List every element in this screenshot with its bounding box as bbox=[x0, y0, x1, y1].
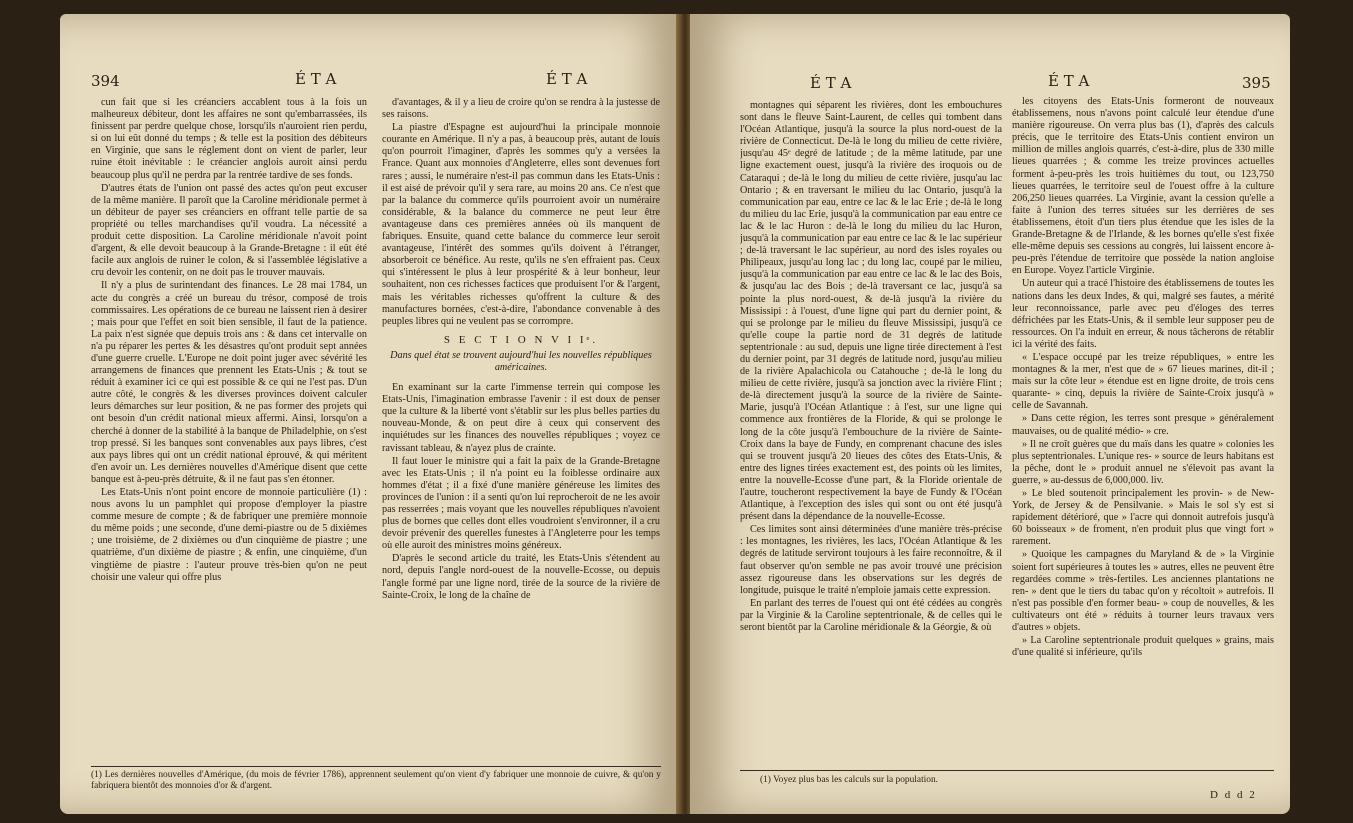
right-running-head-2: É T A bbox=[1048, 72, 1090, 90]
paragraph: « L'espace occupé par les treize républiques, » entre les montagnes & la mer, n'est que de » 67 lieues marines, dit-il ; mais sur la côte leur » étendue est en ligne droite, de trois cens quarante- » cinq, depuis la rivière de Sainte-Croix jusqu'à » celle de Savannah. bbox=[1012, 351, 1274, 412]
left-column-2 bbox=[382, 97, 660, 762]
paragraph: D'autres états de l'union ont passé des actes qu'on peut excuser de la même manière. Il paroît que la Caroline méridionale permet à un débiteur de payer ses créanciers en offrant telle partie de sa propriété ou telles marchandises qu'il voudra. La nécessité a produit cette disposition. La Caroline méridionale n'avoit point d'argent, & elle devoit beaucoup à la Grande-Bretagne : il eût été facile aux anglois de ruiner le colon, & si l'assemblée législative a cru devoir les contenir, on ne doit pas le trouver mauvais. bbox=[91, 182, 367, 279]
paragraph: » Le bled soutenoit principalement les provin- » de New-York, de Jersey & de Pensilvanie. » Mais le sol s'y est si rapidement détérioré, que » l'acre qui donnoit autrefois jusqu'à 60 boisseaux » de froment, n'en produit plus que vingt fort » rarement. bbox=[1012, 488, 1274, 548]
paragraph: D'après le second article du traité, les Etats-Unis s'étendent au nord, depuis l'angle nord-ouest de la nouvelle-Ecosse, ou depuis l'angle formé par une ligne nord, tirée de la source de la rivière de Sainte-Croix, le long de la chaîne de bbox=[382, 553, 660, 601]
right-column-1 bbox=[740, 100, 1002, 765]
right-page bbox=[690, 14, 1290, 814]
paragraph: » La Caroline septentrionale produit quelques » grains, mais d'une qualité si inférieure, qu'ils bbox=[1012, 635, 1274, 659]
section-subtitle: Dans quel état se trouvent aujourd'hui les nouvelles républiques américaines. bbox=[390, 349, 652, 373]
paragraph: Un auteur qui a tracé l'histoire des établissemens de toutes les nations dans les deux Indes, & qui, malgré ses fautes, a mérité leur reconnoissance, parle avec peu d'éloges des terres défrichées par les Etats-Unis, & il semble leur supposer peu de ressources. On l'a induit en erreur, & nous tâcherons de rétablir ici la vérité des faits. bbox=[1012, 278, 1274, 350]
right-page-number: 395 bbox=[1242, 74, 1271, 92]
left-running-head-1: É T A bbox=[295, 70, 337, 88]
paragraph: » Quoique les campagnes du Maryland & de » la Virginie soient fort supérieures à toutes les » autres, elles ne peuvent être regardées comme » très-fertiles. Les anciennes plantations ne ren- » dent que le tiers du tabac qu'on y récoltoit » autrefois. Il n'est pas possible d'en former beau- » coup de nouvelles, & les cultivateurs ont été » réduits à tourner leurs travaux vers d'autres » objets. bbox=[1012, 549, 1274, 634]
left-footnote: (1) Les dernières nouvelles d'Amérique, (du mois de février 1786), apprennent seulement qu'on vient d'y fabriquer une monnoie de cuivre, & qu'on y fabriquera bientôt des monnoies d'or & d'argent. bbox=[91, 770, 661, 791]
paragraph: Ces limites sont ainsi déterminées d'une manière très-précise : les montagnes, les rivières, les lacs, l'Océan Atlantique & les degrés de latitude serviront toujours à les faire reconnoître, & il faut observer qu'on semble ne pas avoir trouvé une précision assez rigoureuse dans les observations sur les degrés de longitude, puisque le traité n'emploie jamais cette expression. bbox=[740, 524, 1002, 596]
paragraph: En examinant sur la carte l'immense terrein qui compose les Etats-Unis, l'imagination embrasse l'avenir : il est doux de penser que la culture & la liberté vont s'établir sur les plus belles parties du nouveau-Monde, & on peut dire à ceux qui conservent des inquiétudes sur les finances des nouvelles républiques ; voyez ce ravissant tableau, & n'ayez plus de crainte. bbox=[382, 382, 660, 454]
paragraph: d'avantages, & il y a lieu de croire qu'on se rendra à la justesse de ses raisons. bbox=[382, 97, 660, 121]
paragraph: Les Etats-Unis n'ont point encore de monnoie particulière (1) : nous avons lu un pamphlet qui propose d'employer la piastre comme mesure de compte ; & de fabriquer une première monnoie du même poids ; une seconde, d'une demi-piastre ou de 5 dixièmes ; une troisième, de 2 dixièmes ou d'un cinquième de piastre ; une quatrième, d'un dixième de piastre ; & enfin, une cinquième, d'un vingtième de piastre : l'auteur prouve très-bien qu'on ne peut choisir une valeur qui offre plus bbox=[91, 487, 367, 583]
paragraph: les citoyens des Etats-Unis formeront de nouveaux établissemens, nous n'avons point calculé leur étendue d'une manière rigoureuse. On verra plus bas (1), d'après des calculs précis, que le territoire des Etats-Unis contient environ un million de milles anglois quarrés, c'est-à-dire, plus de 330 mille lieues quarrées ; & comme les treize provinces actuelles forment à-peu-près les trois huitièmes du tout, ou 123,750 lieues quarrées, le territoire seul de l'ouest offre à la culture 206,250 lieues quarrées. La Virginie, avant la cession qu'elle a faite à l'union des terres situées sur les derrières de ses établissemens, étoit d'un tiers plus étendue que les isles de la Grande-Bretagne & de l'Irlande, & les bornes qu'elle s'est fixée elle-même depuis ses cessions au congrès, lui laissent encore à-peu-près l'étendue de territoire que possède la nation angloise en Europe. Voyez l'article Virginie. bbox=[1012, 96, 1274, 277]
section-title: S E C T I O N V I Iᵉ. bbox=[443, 333, 599, 346]
left-column-1 bbox=[91, 97, 367, 762]
paragraph: Il faut louer le ministre qui a fait la paix de la Grande-Bretagne avec les Etats-Unis ; il n'a point eu la foiblesse ordinaire aux hommes d'état ; il a fixé d'une manière généreuse les limites des provinces de l'union : il a senti qu'on lui reprocheroit de ne les avoir pas resserrées ; mais voyant que les nouvelles républiques n'avoient plus de bornes que celles dont elles voudroient s'environner, il a cru devoir prévenir des querelles funestes à l'Angleterre pour les temps où elle auroit des ministres moins généreux. bbox=[382, 455, 660, 552]
paragraph: La piastre d'Espagne est aujourd'hui la principale monnoie courante en Amérique. Il n'y a pas, à beaucoup près, autant de louis qu'on pourroit l'imaginer, d'après les sommes qu'y a versées la France. Quant aux monnoies d'Angleterre, elles sont devenues fort rares ; aussi, le numéraire n'est-il pas commun dans les Etats-Unis : il est aisé de prévoir qu'il y sera rare, au moins 20 ans. Ce n'est que par la balance du commerce qu'ils pourroient avoir un numéraire considérable, & la balance du commerce ne peut leur être avantageuse dans ces premières années où ils manquent de fabriques. Ensuite, quand cette balance du commerce leur seroit avantageuse, l'intérêt des sommes qu'ils doivent à l'étranger, absorberoit ce bénéfice. Au reste, qu'ils ne s'en effraient pas. Ceux qui s'intéressent le plus à leur prospérité & à leur bonheur, leur souhaitent, non ces richesses factices que produisent l'or & l'argent, mais les véritables richesses qu'offrent la culture & des manufactures bornées, c'est-à-dire, l'abondance convenable à des peuples libres qui ne veulent pas se corrompre. bbox=[382, 122, 660, 327]
paragraph: Il n'y a plus de surintendant des finances. Le 28 mai 1784, un acte du congrès a créé un bureau du trésor, composé de trois commissaires. Les opérations de ce bureau ne laissent rien à desirer ; mais pour que l'effet en soit bien sensible, il faut de la patience. La paix n'est signée que depuis trois ans : & dans cet intervalle on n'a pu réparer les pertes & les désastres qu'ont produit sept années d'une guerre cruelle. L'Europe ne doit point juger avec sévérité les arrangemens de finances que prennent les Etats-Unis ; & tout se réduit à examiner ici ce qui est possible & ce qui ne l'est pas. D'un autre côté, le congrès & les diverses provinces doivent calculer leurs démarches sur leur position, & ne pas former des projets qui ont besoin d'un crédit national mieux affermi. Ainsi, lorsqu'on a cherché à donner de la stabilité à la banque de Philadelphie, on s'est trop pressé. Si les banques sont convenables aux pays libres, c'est aux pays libres qui ont un crédit national éprouvé, & qui méritent d'en avoir un. Les dernières nouvelles d'Amérique disent que cette banque est à-peu-près détruite, & il ne faut pas s'en étonner. bbox=[91, 280, 367, 485]
paragraph: montagnes qui séparent les rivières, dont les embouchures sont dans le fleuve Saint-Laurent, de celles qui tombent dans l'Océan Atlantique, jusqu'à la source la plus nord-ouest de la rivière de Connecticut. De-là le long du milieu de cette rivière, jusqu'au 45ᵉ degré de latitude ; de la même latitude, par une ligne exactement ouest, jusqu'à la rivière des iroquois ou de Cataraqui ; de-là le long du milieu de cette rivière, jusqu'au lac Ontario ; & en traversant le milieu du lac Ontario, jusqu'à la communication par eau, entre ce lac & le lac Erie ; de-là le long du milieu du lac Erie, jusqu'à la communication par eau entre ce lac & le lac Huron : de-là le long du milieu du lac Huron, jusqu'à la communication par eau entre ce lac & le lac supérieur ; de-là traversant le lac supérieur, au nord des isles royales ou Philipeaux, jusqu'au long lac ; du long lac, coupé par le milieu, jusqu'à la communication par eau entre ce lac & le lac des Bois, & jusqu'au lac des Bois ; de-là traversant ce lac, jusqu'à sa pointe la plus nord-ouest, & de-là jusqu'à la rivière du Mississipi : à l'ouest, d'une ligne qui part du dernier point, & qui se prolonge par le milieu du fleuve Mississipi, jusqu'à ce qu'elle coupe la partie nord de 31 degrés de latitude septentrionale : au sud, depuis une ligne tirée directement à l'est du dernier point, par 31 degrés de latitude nord, jusqu'au milieu de la rivière Apalachicola ou Catahouche ; de-là le long du milieu de cette rivière, jusqu'à sa jonction avec la rivière Flint ; de-là directement jusqu'à la source de la rivière de Sainte-Marie, jusqu'à l'Océan Atlantique : à l'est, sur une ligne qui commence aux frontières de la Floride, & qui se prolonge le long de la côte jusqu'à l'embouchure de la rivière de Sainte-Croix dans la baye de Fundy, en comprenant chacune des isles qui se trouvent jusqu'à 20 lieues des côtes des Etats-Unis, & entre des lignes tirées exactement est, des points où les limites, entre la nouvelle-Ecosse d'une part, & la Floride orientale de l'autre, toucheront respectivement la baye de Fundy & l'Océan Atlantique, à l'exception des isles qui sont ou ont été jusqu'à présent dans la dépendance de la nouvelle-Ecosse. bbox=[740, 100, 1002, 523]
paragraph: » Dans cette région, les terres sont presque » généralement mauvaises, ou de qualité médio- » cre. bbox=[1012, 413, 1274, 437]
footnote-rule bbox=[91, 766, 661, 767]
signature-mark: D d d 2 bbox=[1210, 789, 1257, 801]
paragraph: » Il ne croît guères que du maïs dans les quatre » colonies les plus septentrionales. L'unique res- » source de leurs habitans est la pêche, dont le » produit annuel ne s'élevoit pas avant la guerre, » au-dessus de 6,000,000. liv. bbox=[1012, 438, 1274, 486]
left-page bbox=[60, 14, 680, 814]
left-page-number: 394 bbox=[91, 72, 120, 90]
paragraph: En parlant des terres de l'ouest qui ont été cédées au congrès par la Virginie & la Caroline septentrionale, & de celles qui le seront bientôt par la Caroline méridionale & la Géorgie, & où bbox=[740, 597, 1002, 634]
right-column-2 bbox=[1012, 96, 1274, 761]
footnote-rule bbox=[740, 770, 1274, 771]
paragraph: cun fait que si les créanciers accablent tous à la fois un malheureux débiteur, dont les affaires ne sont qu'embarrassées, ils finissent par perdre quelque chose, lorsqu'ils n'auroient rien perdu, si on lui eût donné du temps ; & telle est la position des débiteurs en Virginie, que sans le réglement dont on vient de parler, leur ruine étoit inévitable : le créancier anglois auroit ainsi perdu beaucoup plus qu'il ne perdra par la rentrée tardive de ses fonds. bbox=[91, 97, 367, 181]
right-running-head-1: É T A bbox=[810, 74, 852, 92]
right-footnote: (1) Voyez plus bas les calculs sur la population. bbox=[760, 775, 939, 785]
left-running-head-2: É T A bbox=[546, 70, 588, 88]
